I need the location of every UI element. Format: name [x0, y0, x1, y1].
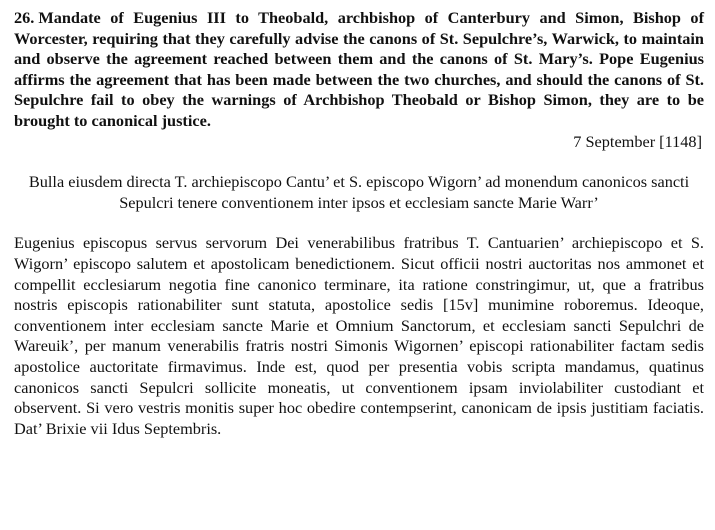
document-number: 26.: [14, 8, 35, 27]
latin-rubric: Bulla eiusdem directa T. archiepiscopo Cantu’ et S. episcopo Wigorn’ ad monendum canonicos sancti Sepulcri tenere conventionem inter ipsos et ecclesiam sancte Marie Warr’: [28, 172, 690, 212]
heading-text: Mandate of Eugenius III to Theobald, archbishop of Canterbury and Simon, Bishop of Worcester, requiring that they carefully advise the canons of St. Sepulchre’s, Warwick, to maintain and observe the agreement reached between them and the canons of St. Mary’s. Pope Eugenius affirms the agreement that has been made between the two churches, and should the canons of St. Sepulchre fail to obey the warnings of Archbishop Theobald or Bishop Simon, they are to be brought to canonical justice.: [14, 8, 704, 130]
latin-body-text: Eugenius episcopus servus servorum Dei venerabilibus fratribus T. Cantuarien’ archiepiscopo et S. Wigorn’ episcopo salutem et apostolicam benedictionem. Sicut officii nostri auctoritas nos ammonet et compellit ecclesiarum negotia fine canonico terminare, ita ratione constringimur, ut, que a fratribus nostris episcopis rationabiliter sunt statuta, apostolice sedis [15v] munimine roboremus. Ideoque, conventionem inter ecclesiam sancte Marie et Omnium Sanctorum, et ecclesiam sancti Sepulchri de Wareuik’, per manum venerabilis fratris nostri Simonis Wigornen’ episcopi rationabiliter factam sedis apostolice auctoritate firmavimus. Inde est, quod per presentia vobis scripta mandamus, quatinus canonicos sancti Sepulcri sollicite moneatis, ut conventionem ipsam inviolabiliter custodiant et observent. Si vero vestris monitis super hoc obedire contempserint, canonicam de ipsis justitiam faciatis. Dat’ Brixie vii Idus Septembris.: [14, 233, 704, 438]
document-heading: [14, 8, 704, 132]
document-date: 7 September [1148]: [573, 131, 702, 151]
document-page: [14, 8, 704, 439]
